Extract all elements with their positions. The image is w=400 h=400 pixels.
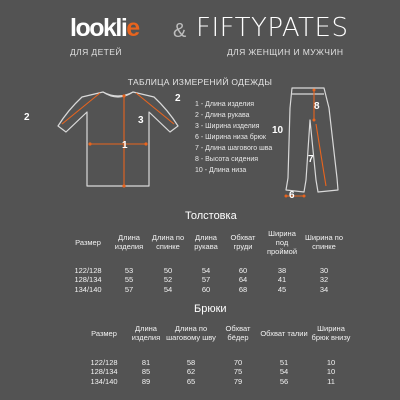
pants-diagram	[282, 82, 352, 202]
table-row	[82, 358, 354, 368]
sweatshirt-size-table	[66, 228, 346, 294]
cell: 58	[186, 357, 196, 367]
cell: 85	[141, 367, 151, 376]
cell: 11	[327, 376, 335, 386]
cell: 60	[201, 284, 211, 294]
sweatshirt-table-title: Толстовка	[185, 210, 237, 222]
diagram-label-8: 8	[314, 101, 320, 112]
cell: 38	[277, 265, 287, 275]
diagram-label-3: 3	[138, 115, 144, 126]
cell: 54	[201, 265, 211, 275]
cell: 60	[238, 265, 248, 275]
measurement-legend	[195, 99, 272, 176]
table-header-row	[66, 228, 346, 256]
legend-item: 10 - Длина низа	[195, 167, 247, 174]
diagram-label-7: 7	[308, 154, 314, 165]
col-header: Размер	[75, 237, 101, 247]
col-header: Обхват талии	[260, 328, 308, 338]
legend-item: 2 - Длина рукава	[195, 112, 250, 119]
diagram-label-10: 10	[272, 125, 284, 136]
cell: 57	[201, 275, 211, 284]
cell: 34	[319, 284, 329, 294]
cell: 134/140	[90, 376, 118, 386]
cell: 134/140	[74, 284, 102, 294]
cell: 128/134	[90, 367, 118, 376]
table-header-row	[82, 318, 354, 348]
cell: 79	[233, 376, 243, 386]
cell: 65	[186, 376, 196, 386]
table-row	[82, 367, 354, 377]
table-row	[82, 377, 354, 387]
cell: 81	[141, 357, 151, 367]
cell: 45	[277, 284, 287, 294]
cell: 54	[279, 367, 289, 376]
cell: 122/128	[74, 265, 102, 275]
table-row	[66, 285, 346, 295]
col-header: Обхват бёдер	[225, 324, 251, 342]
cell: 75	[233, 367, 243, 376]
diagram-label-6: 6	[289, 190, 295, 201]
col-header: Размер	[91, 328, 117, 338]
col-header: Ширина под проймой	[266, 228, 298, 256]
subtitle-kids: ДЛЯ ДЕТЕЙ	[70, 47, 122, 57]
legend-item: 1 - Длина изделия	[195, 101, 255, 108]
cell: 122/128	[90, 357, 118, 367]
table-row	[66, 275, 346, 285]
brand-lookie: looklie	[70, 14, 139, 42]
diagram-label-2-right: 2	[175, 93, 181, 104]
subtitle-adults: ДЛЯ ЖЕНЩИН И МУЖЧИН	[227, 47, 344, 57]
brand-fiftypates: FIFTYPATES	[196, 13, 349, 43]
cell: 56	[279, 376, 289, 386]
cell: 54	[163, 284, 173, 294]
cell: 53	[124, 265, 134, 275]
cell: 52	[163, 275, 173, 284]
cell: 70	[233, 357, 243, 367]
cell: 62	[186, 367, 196, 376]
brand-ampersand: &	[173, 20, 187, 42]
col-header: Ширина по спинке	[304, 233, 344, 251]
table-row	[66, 266, 346, 276]
legend-item: 3 - Ширина изделия	[195, 123, 260, 130]
col-header: Ширина брюк внизу	[311, 324, 351, 342]
col-header: Длина по шаговому шву	[166, 324, 216, 342]
diagram-label-1: 1	[122, 140, 128, 151]
cell: 30	[319, 265, 329, 275]
cell: 68	[238, 284, 248, 294]
cell: 55	[124, 275, 134, 284]
cell: 64	[238, 275, 248, 284]
legend-item: 8 - Высота сидения	[195, 156, 259, 163]
cell: 89	[141, 376, 151, 386]
col-header: Длина изделия	[114, 233, 144, 251]
pants-size-table	[82, 318, 354, 386]
cell: 57	[124, 284, 134, 294]
col-header: Длина рукава	[194, 233, 218, 251]
legend-item: 7 - Длина шагового шва	[195, 145, 273, 152]
cell: 128/134	[74, 275, 102, 284]
cell: 50	[163, 265, 173, 275]
cell: 51	[279, 357, 289, 367]
cell: 10	[326, 357, 336, 367]
cell: 10	[326, 367, 336, 376]
measurement-table-title: ТАБЛИЦА ИЗМЕРЕНИЙ ОДЕЖДЫ	[127, 77, 273, 87]
sweatshirt-diagram	[48, 88, 188, 193]
cell: 32	[319, 275, 329, 284]
legend-item: 6 - Ширина низа брюк	[195, 134, 266, 141]
col-header: Длина изделия	[131, 324, 161, 342]
pants-table-title: Брюки	[194, 303, 227, 315]
col-header: Длина по спинке	[151, 233, 185, 251]
col-header: Обхват груди	[230, 233, 256, 251]
diagram-label-2-left: 2	[24, 112, 30, 123]
cell: 41	[277, 275, 287, 284]
